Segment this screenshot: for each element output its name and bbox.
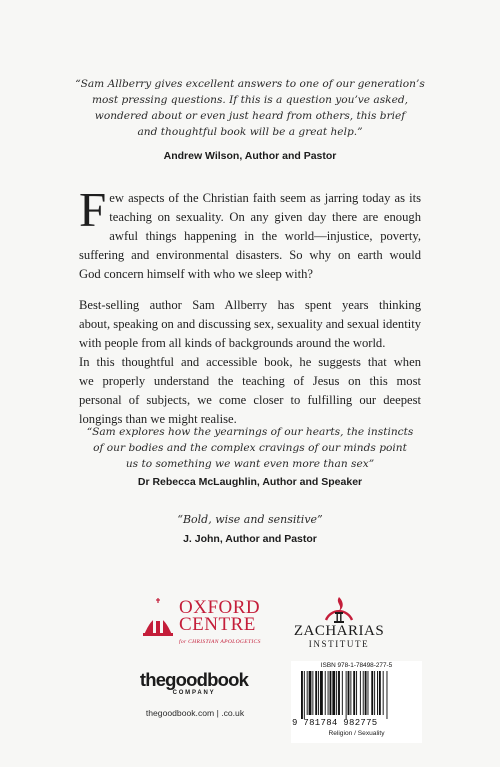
- quote-line: of our bodies and the complex cravings of our minds point: [93, 442, 407, 454]
- blurb-paragraph-1: [79, 182, 421, 284]
- quote-line: “Sam Allberry gives excellent answers to one of our generation’s: [75, 78, 425, 90]
- drop-cap: F: [79, 182, 107, 237]
- publisher-name: thegoodbook: [139, 669, 249, 690]
- zacharias-text: ZACHARIAS: [293, 623, 385, 639]
- endorsement-attribution-2: Dr Rebecca McLaughlin, Author and Speaker: [137, 476, 363, 488]
- blurb-line: suffering and environmental disasters. So why on earth would: [79, 248, 421, 262]
- apologetics-text: for CHRISTIAN APOLOGETICS: [179, 639, 261, 645]
- quote-line: most pressing questions. If this is a question you’ve asked,: [91, 94, 409, 106]
- quote-line: and thoughtful book will be a great help.”: [137, 126, 363, 138]
- zacharias-institute-logo: [289, 594, 389, 649]
- endorsement-quote-2: [0, 424, 500, 472]
- blurb-line: awful things happening in the world—injustice, poverty,: [109, 229, 421, 243]
- centre-text: CENTRE: [179, 614, 256, 635]
- category-label: Religion / Sexuality: [328, 730, 385, 737]
- quote-line: “Sam explores how the yearnings of our hearts, the instincts: [86, 426, 414, 438]
- publisher-url: thegoodbook.com | .co.uk: [145, 708, 245, 718]
- blurb-line: we properly understand the teaching of Jesus on this most: [79, 374, 421, 388]
- flame-pillar-icon: [322, 594, 356, 624]
- blurb-line: Best-selling author Sam Allberry has spent years thinking: [79, 298, 421, 312]
- quote-line: us to something we want even more than sex”: [125, 458, 375, 470]
- barcode-icon: [301, 671, 413, 719]
- blurb-line: ew aspects of the Christian faith seem as jarring today as its: [109, 191, 421, 205]
- cathedral-icon: [139, 597, 177, 641]
- isbn-text: ISBN 978-1-78498-277-5: [320, 662, 393, 669]
- blurb-line: about, speaking on and discussing sex, sexuality and sexual identity: [79, 317, 421, 331]
- publisher-company: COMPANY: [172, 690, 216, 696]
- blurb-line: God concern himself with who we sleep with?: [79, 267, 313, 281]
- oxford-text: OXFORD: [179, 597, 261, 618]
- oxford-centre-wordmark: [179, 599, 261, 651]
- blurb-line: In this thoughtful and accessible book, he suggests that when: [79, 355, 421, 369]
- blurb-line: personal of subjects, we come closer to fulfilling our deepest: [79, 393, 421, 407]
- endorsement-attribution-1: Andrew Wilson, Author and Pastor: [163, 150, 337, 162]
- blurb-line: longings than we might realise.: [79, 412, 237, 426]
- zacharias-wordmark: [289, 624, 389, 650]
- barcode-digits: 9 781784 982775: [292, 718, 378, 728]
- thegoodbook-logo: [134, 670, 254, 696]
- endorsement-attribution-3: J. John, Author and Pastor: [183, 533, 317, 545]
- blurb-line: teaching on sexuality. On any given day there are enough: [109, 210, 421, 224]
- quote-line: wondered about or even just heard from others, this brief: [94, 110, 406, 122]
- endorsement-quote-1: [0, 76, 500, 140]
- endorsement-quote-3: “Bold, wise and sensitive”: [177, 513, 323, 526]
- blurb-paragraph-2: [79, 296, 421, 353]
- blurb-paragraph-3: [79, 353, 421, 429]
- institute-text: INSTITUTE: [308, 639, 370, 649]
- blurb-line: with people from all kinds of backgrounds around the world.: [79, 336, 386, 350]
- oxford-centre-logo: [139, 597, 271, 643]
